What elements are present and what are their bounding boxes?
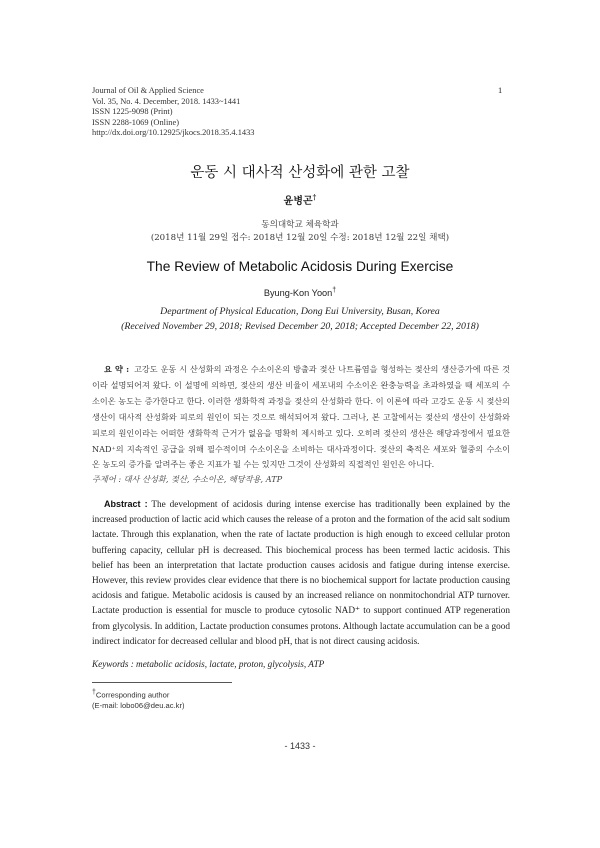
- korean-keywords: 주제어 : 대사 산성화, 젖산, 수소이온, 해당작용, ATP: [92, 474, 283, 484]
- korean-author: [0, 192, 600, 207]
- english-dates: (Received November 29, 2018; Revised December 20, 2018; Accepted December 22, 2018): [121, 321, 479, 332]
- corresponding-dagger: †: [332, 287, 337, 294]
- english-abstract-label: Abstract :: [104, 499, 148, 509]
- english-abstract-text: The development of acidosis during intense exercise has traditionally been explained by the increased production of lactic acid which causes the release of a proton and the formation of the acid salt sodium lactate. Through this explanation, when the rate of lactate production is high enough to exceed cellular proton buffering capacity, cellular pH is decreased. This biochemical process has been termed lactic acidosis. This belief has been an interpretation that lactate production causes acidosis and fatigue during intense exercise. However, this review provides clear evidence that there is no biochemical support for lactate production causing acidosis and fatigue. Metabolic acidosis is caused by an increased reliance on nonmitochondrial ATP turnover. Lactate production is essential for muscle to produce cytosolic NAD⁺ to support continued ATP regeneration from glycolysis. In addition, Lactate production consumes protons. Although lactate accumulation can be a good indirect indicator for decreased cellular and blood pH, that is not direct causing acidosis.: [92, 500, 511, 647]
- english-abstract: [92, 497, 510, 650]
- page-number-top: 1: [498, 86, 503, 95]
- footnote: [92, 688, 185, 712]
- page-number-bottom: - 1433 -: [284, 741, 316, 751]
- korean-affiliation-block: [0, 219, 600, 245]
- footnote-corresponding: Corresponding author: [95, 690, 170, 700]
- korean-title: 운동 시 대사적 산성화에 관한 고찰: [190, 165, 410, 181]
- footnote-divider: [92, 682, 232, 683]
- korean-author-name: 윤병곤: [283, 196, 313, 207]
- journal-volume: Vol. 35, No. 4. December, 2018. 1433~1441: [92, 96, 241, 106]
- footnote-email: (E-mail: lobo06@deu.ac.kr): [92, 701, 185, 711]
- english-author: [0, 287, 600, 298]
- korean-abstract: [92, 362, 510, 473]
- korean-abstract-label: 요 약 :: [104, 364, 130, 374]
- issn-online: ISSN 2288-1069 (Online): [92, 117, 180, 127]
- journal-name: Journal of Oil & Applied Science: [92, 86, 204, 95]
- doi-link[interactable]: http://dx.doi.org/10.12925/jkocs.2018.35.4.1433: [92, 128, 255, 138]
- korean-dates: (2018년 11월 29일 접수: 2018년 12월 20일 수정: 2018년 12월 22일 채택): [150, 233, 450, 243]
- english-title: The Review of Metabolic Acidosis During Exercise: [146, 259, 454, 274]
- english-affiliation-block: [0, 304, 600, 334]
- english-affiliation: Department of Physical Education, Dong Eui University, Busan, Korea: [160, 306, 440, 317]
- corresponding-dagger: †: [312, 192, 317, 202]
- issn-print: ISSN 1225-9098 (Print): [92, 107, 173, 117]
- footnote-dagger: †: [92, 689, 96, 696]
- journal-header: [92, 86, 254, 139]
- english-author-name: Byung-Kon Yoon: [263, 288, 333, 299]
- english-keywords: Keywords : metabolic acidosis, lactate, proton, glycolysis, ATP: [92, 659, 325, 669]
- korean-abstract-text: 고강도 운동 시 산성화의 과정은 수소이온의 방출과 젖산 나트륨염을 형성하는 젖산의 생산증가에 따른 것이라 설명되어져 왔다. 이 설명에 의하면, 젖산의 생산 비율이 세포내의 수소이온 완충능력을 초과하였을 때 세포의 수소이온 농도는 증가한다고 한다. 이러한 생화학적 과정을 젖산의 산성화라 한다. 이 이론에 따라 고강도 운동 시 젖산의 생산이 대사적 산성화와 피로의 원인이 되는 것으로 해석되어져 왔다. 그러나, 본 고찰에서는 젖산의 생산이 산성화와 피로의 원인이라는 어떠한 생화학적 근거가 없음을 명확히 제시하고 있다. 오히려 젖산의 생산은 해당과정에서 필요한 NAD⁺의 지속적인 공급을 위해 필수적이며 수소이온을 소비하는 대사과정이다. 젖산의 축적은 세포와 혈중의 수소이온 농도의 증가를 알려주는 좋은 지표가 될 수는 있지만 그것이 산성화의 직접적인 원인은 아니다.: [92, 364, 511, 470]
- korean-affiliation: 동의대학교 체육학과: [261, 220, 339, 230]
